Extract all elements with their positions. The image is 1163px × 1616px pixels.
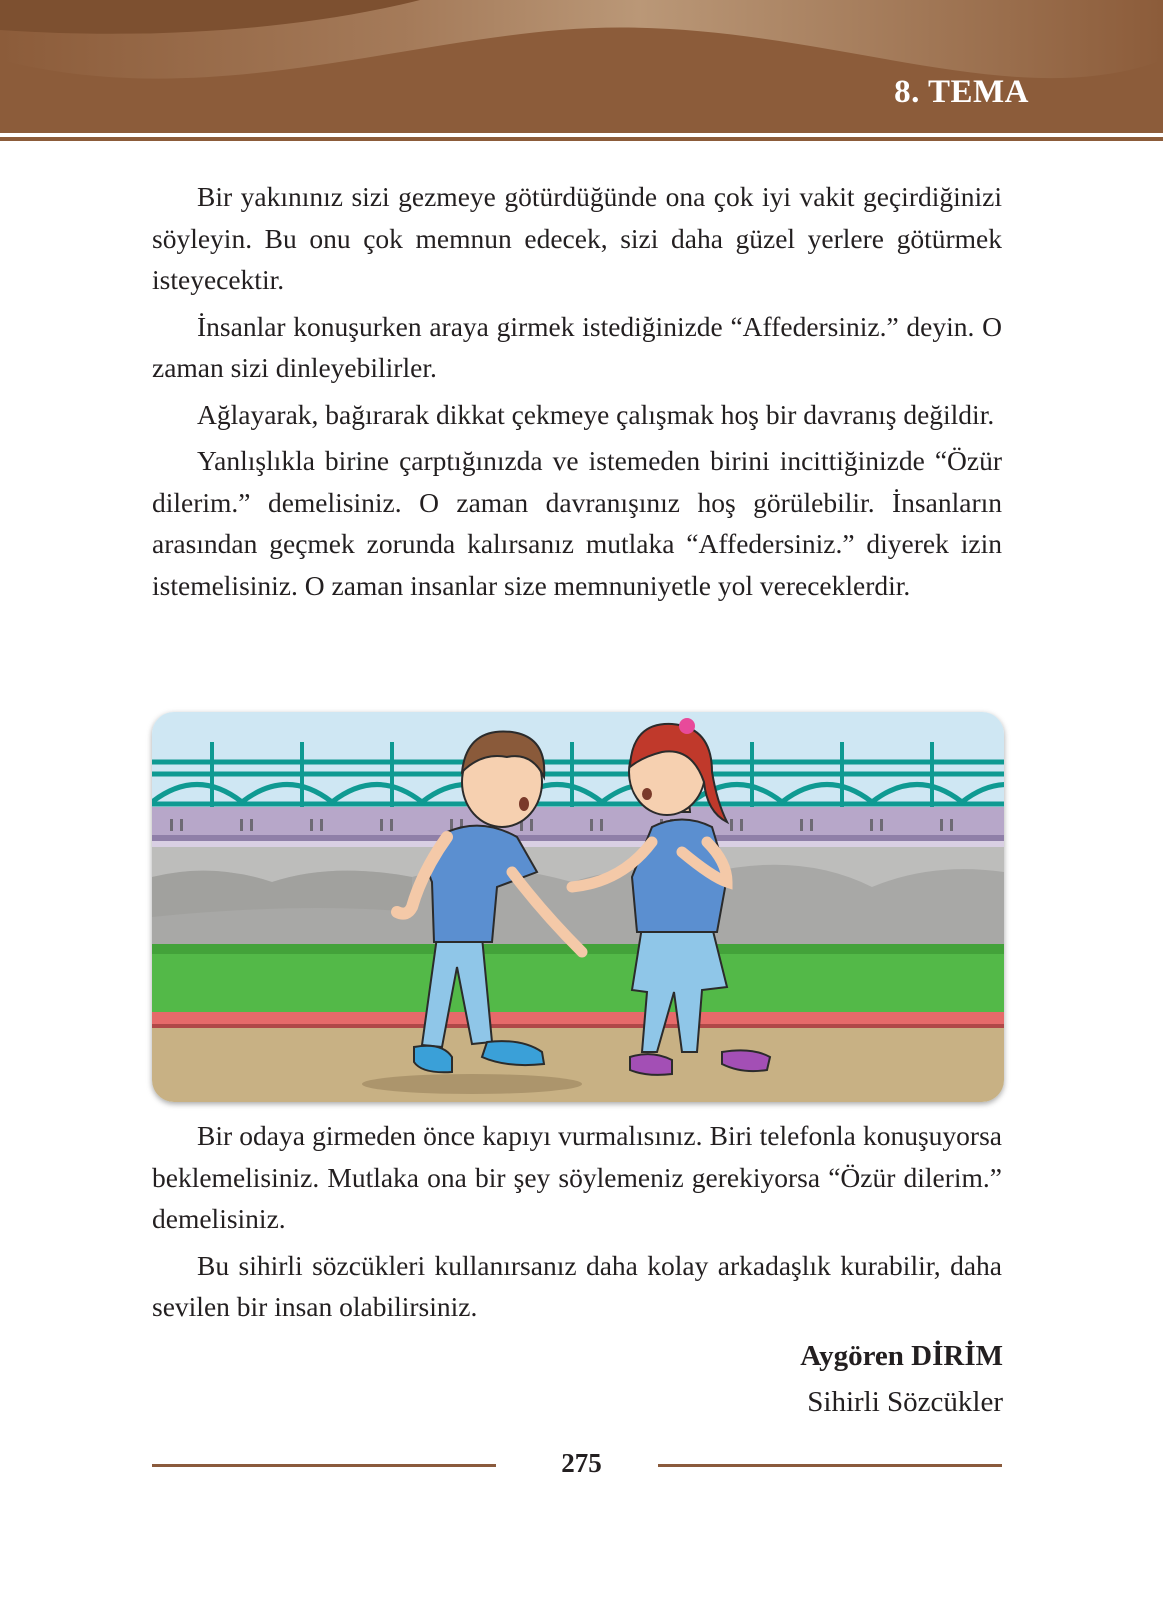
body-text-bottom — [152, 1115, 1002, 1333]
theme-label: 8. TEMA — [894, 74, 1029, 110]
paragraph: Bu sihirli sözcükleri kullanırsanız daha kolay arkadaşlık kurabilir, daha sevilen bir insan olabilirsiniz. — [152, 1249, 1002, 1322]
body-text-top — [152, 176, 1002, 611]
paragraph: Bir odaya girmeden önce kapıyı vurmalısınız. Biri telefonla konuşuyorsa beklemelisiniz. Mutlaka ona bir şey söylemeniz gerekiyorsa “Özür dilerim.” demelisiniz. — [152, 1120, 1002, 1234]
paragraph: Yanlışlıkla birine çarptığınızda ve istemeden birini incittiğinizde “Özür dilerim.” demelisiniz. O zaman davranışınız hoş görülebilir. İnsanların arasından geçmek zorunda kalırsanız mutlaka “Affedersiniz.” diyerek izin istemelisiniz. O zaman insanlar size memnuniyetle yol vereceklerdir. — [152, 445, 1002, 601]
paragraph: İnsanlar konuşurken araya girmek istediğinizde “Affedersiniz.” deyin. O zaman sizi dinleyebilirler. — [152, 310, 1002, 383]
paragraph: Ağlayarak, bağırarak dikkat çekmeye çalışmak hoş bir davranış değildir. — [197, 398, 995, 430]
author-name: Aygören DİRİM — [800, 1340, 1003, 1372]
page-number: 275 — [561, 1448, 602, 1478]
source-title: Sihirli Sözcükler — [807, 1386, 1003, 1418]
paragraph: Bir yakınınız sizi gezmeye götürdüğünde ona çok iyi vakit geçirdiğinizi söyleyin. Bu onu çok memnun edecek, sizi daha güzel yerlere götürmek isteyecektir. — [152, 181, 1002, 295]
illustration-children-bumping — [152, 712, 1004, 1102]
